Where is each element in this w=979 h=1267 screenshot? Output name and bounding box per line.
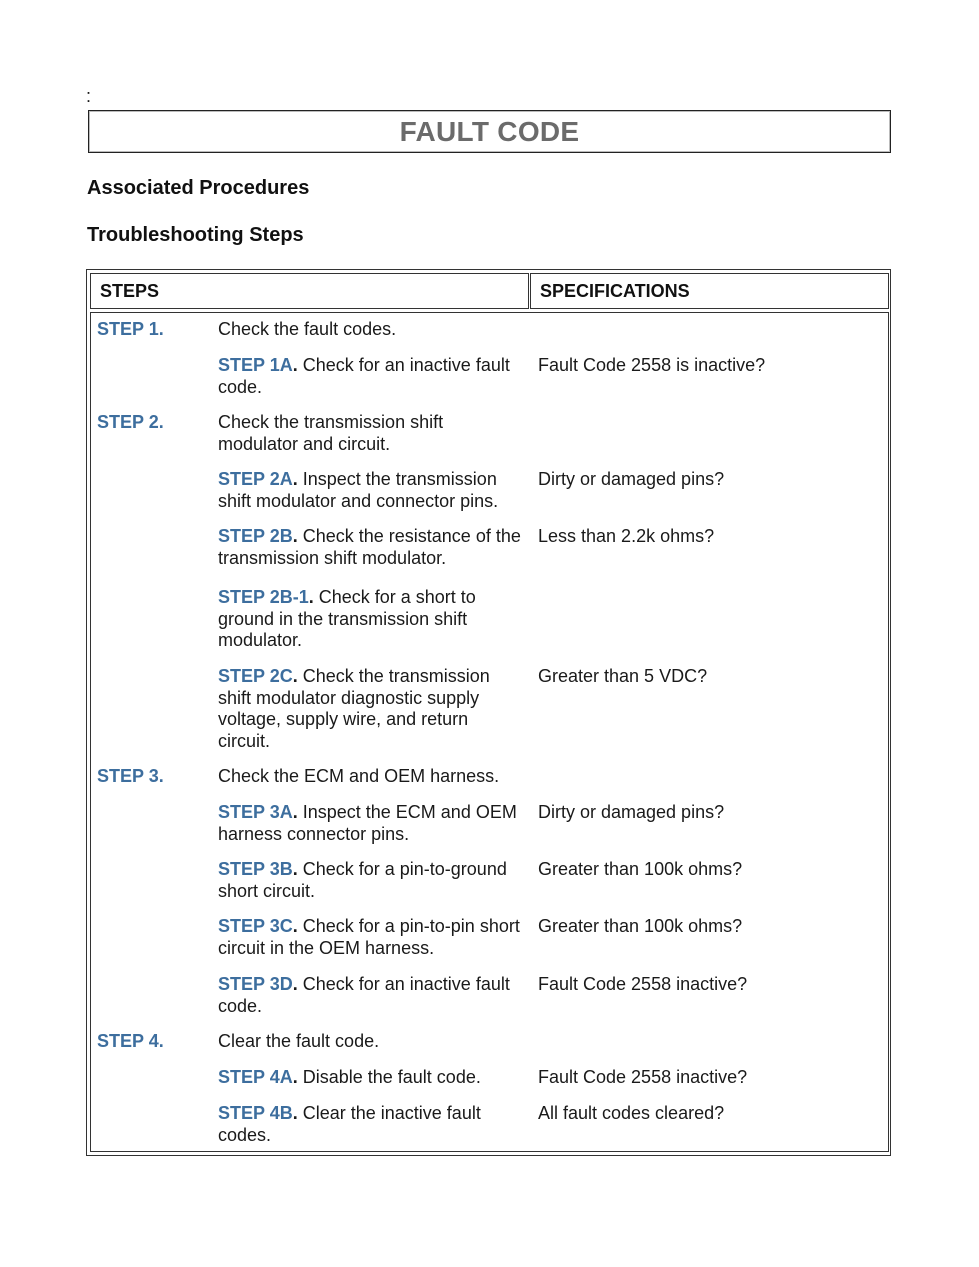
step-2-description: Check the transmission shift modulator and circuit. — [218, 412, 444, 454]
step-4b-spec: All fault codes cleared? — [538, 1103, 725, 1123]
title-box — [88, 110, 891, 153]
step-4-description: Clear the fault code. — [218, 1031, 380, 1051]
step-1-link[interactable]: STEP 1. — [97, 319, 164, 339]
step-2b-link[interactable]: STEP 2B — [218, 526, 293, 546]
step-4a-link[interactable]: STEP 4A — [218, 1067, 293, 1087]
step-3b-text: Check for a pin-to-ground short circuit. — [218, 859, 507, 901]
step-1a-spec: Fault Code 2558 is inactive? — [538, 355, 766, 375]
step-2b-description: STEP 2B. Check the resistance of the transmission shift modulator. — [218, 526, 521, 568]
step-2c-spec: Greater than 5 VDC? — [538, 666, 708, 686]
step-4a-text: Disable the fault code. — [302, 1067, 481, 1087]
step-1a-link[interactable]: STEP 1A — [218, 355, 293, 375]
step-3b-link[interactable]: STEP 3B — [218, 859, 293, 879]
step-2c-text: Check the transmission shift modulator diagnostic supply voltage, supply wire, and return circuit. — [218, 666, 490, 751]
step-3-description: Check the ECM and OEM harness. — [218, 766, 500, 786]
step-3c-spec: Greater than 100k ohms? — [538, 916, 743, 936]
step-3a-description: STEP 3A. Inspect the ECM and OEM harness connector pins. — [218, 802, 517, 844]
page-colon: : — [86, 86, 92, 106]
step-1-description: Check the fault codes. — [218, 319, 397, 339]
step-4a-description: STEP 4A. Disable the fault code. — [218, 1067, 481, 1087]
step-3c-text: Check for a pin-to-pin short circuit in the OEM harness. — [218, 916, 520, 958]
step-3a-text: Inspect the ECM and OEM harness connector pins. — [218, 802, 517, 844]
step-2a-spec: Dirty or damaged pins? — [538, 469, 725, 489]
step-3b-description: STEP 3B. Check for a pin-to-ground short circuit. — [218, 859, 507, 901]
step-1a-description: STEP 1A. Check for an inactive fault code. — [218, 355, 510, 397]
header-steps: STEPS — [90, 273, 529, 309]
troubleshooting-steps-heading: Troubleshooting Steps — [87, 224, 304, 246]
step-2-link[interactable]: STEP 2. — [97, 412, 164, 432]
step-2b-text: Check the resistance of the transmission shift modulator. — [218, 526, 521, 568]
step-4b-description: STEP 4B. Clear the inactive fault codes. — [218, 1103, 481, 1145]
page-title: FAULT CODE — [399, 115, 580, 147]
step-2a-text: Inspect the transmission shift modulator and connector pins. — [218, 469, 499, 511]
step-2c-description: STEP 2C. Check the transmission shift modulator diagnostic supply voltage, supply wire, and return circuit. — [218, 666, 490, 751]
step-3d-text: Check for an inactive fault code. — [218, 974, 510, 1016]
step-4b-text: Clear the inactive fault codes. — [218, 1103, 481, 1145]
step-4-link[interactable]: STEP 4. — [97, 1031, 164, 1051]
step-2a-description: STEP 2A. Inspect the transmission shift modulator and connector pins. — [218, 469, 499, 511]
step-2b-1-link[interactable]: STEP 2B-1 — [218, 587, 309, 607]
header-specifications: SPECIFICATIONS — [530, 273, 889, 309]
step-4b-link[interactable]: STEP 4B — [218, 1103, 293, 1123]
step-2b-spec: Less than 2.2k ohms? — [538, 526, 715, 546]
step-2a-link[interactable]: STEP 2A — [218, 469, 293, 489]
step-3c-description: STEP 3C. Check for a pin-to-pin short circuit in the OEM harness. — [218, 916, 520, 958]
step-3d-spec: Fault Code 2558 inactive? — [538, 974, 748, 994]
step-3-link[interactable]: STEP 3. — [97, 766, 164, 786]
step-3c-link[interactable]: STEP 3C — [218, 916, 293, 936]
step-4a-spec: Fault Code 2558 inactive? — [538, 1067, 748, 1087]
step-3b-spec: Greater than 100k ohms? — [538, 859, 743, 879]
associated-procedures-heading[interactable]: Associated Procedures — [87, 177, 310, 199]
step-3a-spec: Dirty or damaged pins? — [538, 802, 725, 822]
step-2b-1-text: Check for a short to ground in the transmission shift modulator. — [218, 587, 476, 650]
step-3d-description: STEP 3D. Check for an inactive fault code. — [218, 974, 510, 1016]
step-3a-link[interactable]: STEP 3A — [218, 802, 293, 822]
step-3d-link[interactable]: STEP 3D — [218, 974, 293, 994]
step-2c-link[interactable]: STEP 2C — [218, 666, 293, 686]
step-2b-1-description: STEP 2B-1. Check for a short to ground in the transmission shift modulator. — [218, 587, 476, 650]
step-1a-text: Check for an inactive fault code. — [218, 355, 510, 397]
